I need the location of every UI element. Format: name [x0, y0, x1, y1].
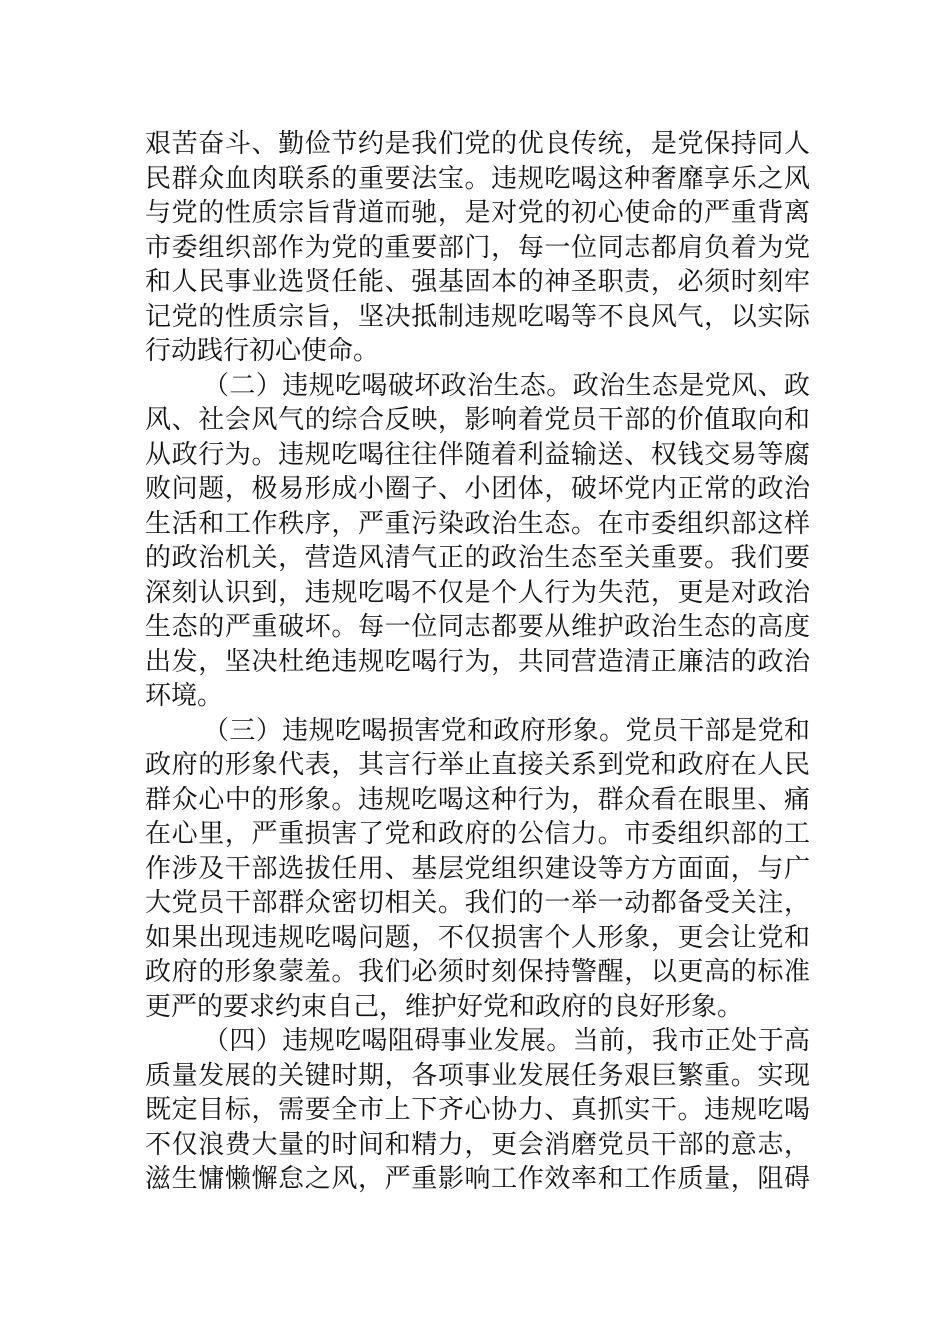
body-text	[145, 127, 810, 1197]
text-line: 市委组织部作为党的重要部门，每一位同志都肩负着为党	[145, 232, 810, 263]
text-line: 与党的性质宗旨背道而驰，是对党的初心使命的严重背离	[145, 198, 810, 228]
text-line: 生态的严重破坏。每一位同志都要从维护政治生态的高度	[145, 612, 810, 642]
text-line: 滋生慵懒懈怠之风，严重影响工作效率和工作质量，阻碍	[145, 1164, 810, 1194]
text-line: 风、社会风气的综合反映，影响着党员干部的价值取向和	[145, 405, 810, 435]
text-line: 从政行为。违规吃喝往往伴随着利益输送、权钱交易等腐	[145, 439, 810, 470]
text-line: 群众心中的形象。违规吃喝这种行为，群众看在眼里、痛	[145, 784, 810, 815]
text-line: 作涉及干部选拔任用、基层党组织建设等方方面面，与广	[145, 853, 810, 884]
text-line: 既定目标，需要全市上下齐心协力、真抓实干。违规吃喝	[145, 1095, 810, 1125]
text-line: 生活和工作秩序，严重污染政治生态。在市委组织部这样	[145, 508, 810, 539]
text-line: 如果出现违规吃喝问题，不仅损害个人形象，更会让党和	[145, 922, 810, 953]
section-heading-line: （三）违规吃喝损害党和政府形象。党员干部是党和	[203, 715, 810, 746]
text-line: 出发，坚决杜绝违规吃喝行为，共同营造清正廉洁的政治	[145, 646, 810, 677]
text-line: 不仅浪费大量的时间和精力，更会消磨党员干部的意志，	[145, 1129, 810, 1160]
text-line: 政府的形象蒙羞。我们必须时刻保持警醒，以更高的标准	[145, 957, 810, 987]
text-line: 深刻认识到，违规吃喝不仅是个人行为失范，更是对政治	[145, 577, 810, 608]
text-line: 和人民事业选贤任能、强基固本的神圣职责，必须时刻牢	[145, 267, 810, 297]
text-line: 在心里，严重损害了党和政府的公信力。市委组织部的工	[145, 819, 810, 849]
text-line: 更严的要求约束自己，维护好党和政府的良好形象。	[145, 991, 744, 1022]
section-heading-line: （四）违规吃喝阻碍事业发展。当前，我市正处于高	[203, 1026, 810, 1056]
section-heading-line: （二）违规吃喝破坏政治生态。政治生态是党风、政	[203, 370, 810, 401]
text-line: 记党的性质宗旨，坚决抵制违规吃喝等不良风气，以实际	[145, 301, 810, 332]
text-line: 败问题，极易形成小圈子、小团体，破坏党内正常的政治	[145, 474, 810, 504]
text-line: 的政治机关，营造风清气正的政治生态至关重要。我们要	[145, 543, 810, 573]
text-line: 政府的形象代表，其言行举止直接关系到党和政府在人民	[145, 750, 810, 780]
text-line: 民群众血肉联系的重要法宝。违规吃喝这种奢靡享乐之风	[145, 163, 810, 194]
text-line: 环境。	[145, 681, 224, 711]
text-line: 行动践行初心使命。	[145, 336, 380, 366]
text-line: 大党员干部群众密切相关。我们的一举一动都备受关注，	[145, 888, 810, 918]
text-line: 艰苦奋斗、勤俭节约是我们党的优良传统，是党保持同人	[145, 129, 810, 159]
text-line: 质量发展的关键时期，各项事业发展任务艰巨繁重。实现	[145, 1060, 810, 1091]
